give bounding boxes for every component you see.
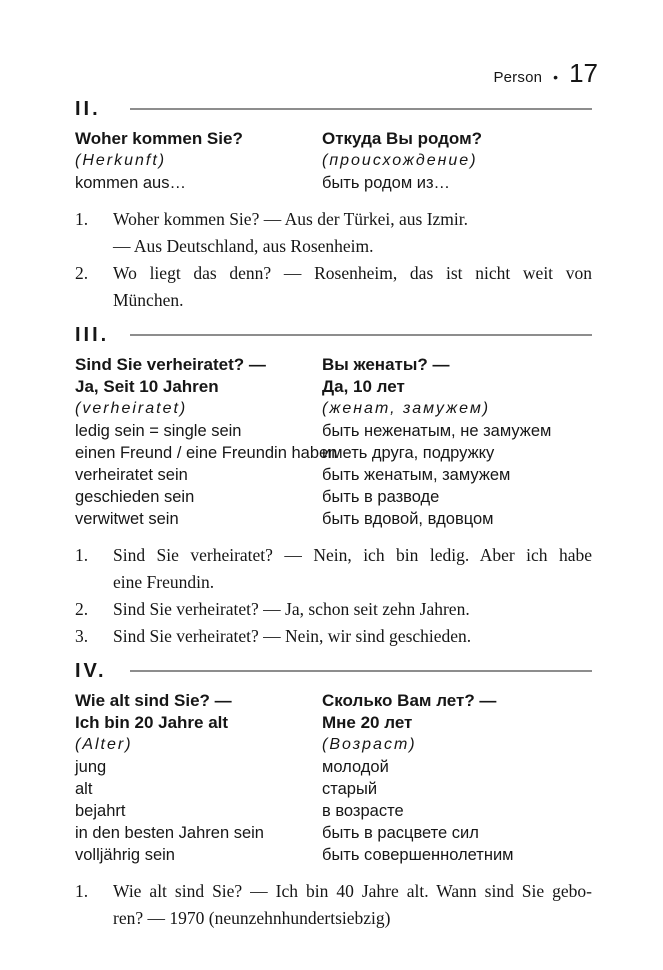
vocab-russian: быть совершеннолетним (322, 846, 514, 864)
vocab-row (75, 778, 592, 800)
phrase-title-row (75, 376, 592, 398)
vocab-russian: быть женатым, замужем (322, 466, 511, 484)
dialogue-text (113, 542, 592, 596)
phrase-title-russian: Откуда Вы родом? (322, 129, 483, 148)
vocab-russian: старый (322, 780, 378, 798)
vocab-german: jung (75, 758, 107, 776)
vocab-row (75, 508, 592, 530)
dialogue-line: eine Freundin. (113, 572, 215, 592)
phrase-title-german: Ja, Seit 10 Jahren (75, 377, 219, 396)
section-numeral: III. (75, 323, 110, 346)
phrase-title-row (75, 354, 592, 376)
phrase-gloss-row (75, 734, 592, 756)
dialogue-line: Sind Sie verheiratet? — Nein, ich bin ledig. Aber ich habe (113, 545, 592, 565)
dialogue-text (113, 206, 592, 260)
dialogue-text (113, 596, 592, 623)
phrase-title-russian: Мне 20 лет (322, 713, 413, 732)
dialogue-text (113, 623, 592, 650)
running-header (493, 58, 598, 89)
vocab-row (75, 442, 592, 464)
vocab-russian: в возрасте (322, 802, 404, 820)
section-heading (75, 97, 592, 121)
dialogue-item (75, 206, 592, 260)
dialogue-item (75, 260, 592, 314)
phrase-gloss-row (75, 150, 592, 172)
vocab-row (75, 756, 592, 778)
phrase-title-russian: Сколько Вам лет? — (322, 691, 497, 710)
phrase-gloss-russian: (женат, замужем) (322, 400, 491, 417)
vocab-german: verheiratet sein (75, 466, 188, 484)
dialogue-number: 2. (75, 599, 89, 619)
dialogue-line: — Aus Deutschland, aus Rosenheim. (113, 236, 374, 256)
dialogue-number: 1. (75, 545, 89, 565)
section-heading (75, 323, 592, 347)
phrase-title-russian: Вы женаты? — (322, 355, 450, 374)
vocab-russian: быть в разводе (322, 488, 440, 506)
phrase-gloss-german: (Alter) (75, 736, 133, 753)
phrase-title-row (75, 712, 592, 734)
phrase-title-german: Ich bin 20 Jahre alt (75, 713, 229, 732)
vocab-row (75, 486, 592, 508)
phrase-gloss-russian: (Возраст) (322, 736, 417, 753)
dialogue-line: Sind Sie verheiratet? — Ja, schon seit zehn Jahren. (113, 599, 470, 619)
vocab-german: volljährig sein (75, 846, 175, 864)
dialogue-list (75, 542, 592, 650)
vocab-row (75, 844, 592, 866)
dialogue-line: ren? — 1970 (neunzehnhundertsiebzig) (113, 908, 391, 928)
dialogue-number: 1. (75, 881, 89, 901)
dialogue-number: 1. (75, 209, 89, 229)
vocab-german: geschieden sein (75, 488, 195, 506)
vocab-german: ledig sein = single sein (75, 422, 242, 440)
phrase-gloss-row (75, 398, 592, 420)
vocab-german: verwitwet sein (75, 510, 179, 528)
dialogue-line: Wo liegt das denn? — Rosenheim, das ist nicht weit von (113, 263, 592, 283)
phrase-block (75, 690, 592, 866)
vocab-row (75, 420, 592, 442)
phrase-gloss-russian: (происхождение) (322, 152, 478, 169)
dialogue-item (75, 878, 592, 932)
vocab-german: alt (75, 780, 93, 798)
vocab-russian: быть вдовой, вдовцом (322, 510, 494, 528)
section (75, 323, 592, 650)
vocab-row (75, 172, 592, 194)
section-rule (130, 334, 592, 337)
dialogue-line: Wie alt sind Sie? — Ich bin 40 Jahre alt. Wann sind Sie gebo- (113, 881, 592, 901)
vocab-german: bejahrt (75, 802, 126, 820)
phrase-title-german: Sind Sie verheiratet? — (75, 355, 266, 374)
vocab-russian: быть неженатым, не замужем (322, 422, 552, 440)
vocab-russian: быть родом из… (322, 174, 451, 192)
dialogue-item (75, 623, 592, 650)
page-number: 17 (569, 58, 598, 88)
dialogue-list (75, 206, 592, 314)
header-separator-dot: • (553, 69, 559, 85)
page-content (75, 97, 592, 941)
dialogue-line: München. (113, 290, 184, 310)
dialogue-number: 2. (75, 263, 89, 283)
vocab-german: kommen aus… (75, 174, 186, 192)
vocab-russian: молодой (322, 758, 389, 776)
dialogue-number: 3. (75, 626, 89, 646)
dialogue-line: Sind Sie verheiratet? — Nein, wir sind geschieden. (113, 626, 472, 646)
phrase-gloss-german: (Herkunft) (75, 152, 167, 169)
phrase-title-german: Woher kommen Sie? (75, 129, 243, 148)
phrase-title-row (75, 690, 592, 712)
phrase-title-russian: Да, 10 лет (322, 377, 405, 396)
vocab-russian: быть в расцвете сил (322, 824, 479, 842)
vocab-german: einen Freund / eine Freundin haben (75, 444, 338, 462)
vocab-row (75, 464, 592, 486)
section-numeral: IV. (75, 659, 107, 682)
header-context-label: Person (493, 69, 543, 86)
phrase-block (75, 128, 592, 194)
phrase-title-german: Wie alt sind Sie? — (75, 691, 232, 710)
section-heading (75, 659, 592, 683)
section-rule (130, 670, 592, 673)
dialogue-line: Woher kommen Sie? — Aus der Türkei, aus Izmir. (113, 209, 468, 229)
vocab-russian: иметь друга, подружку (322, 444, 495, 462)
vocab-german: in den besten Jahren sein (75, 824, 264, 842)
dialogue-item (75, 596, 592, 623)
phrase-gloss-german: (verheiratet) (75, 400, 188, 417)
vocab-row (75, 800, 592, 822)
dialogue-text (113, 260, 592, 314)
phrase-title-row (75, 128, 592, 150)
section (75, 659, 592, 932)
vocab-row (75, 822, 592, 844)
dialogue-list (75, 878, 592, 932)
dialogue-text (113, 878, 592, 932)
dialogue-item (75, 542, 592, 596)
phrase-block (75, 354, 592, 530)
section-numeral: II. (75, 97, 101, 120)
section (75, 97, 592, 314)
section-rule (130, 108, 592, 111)
